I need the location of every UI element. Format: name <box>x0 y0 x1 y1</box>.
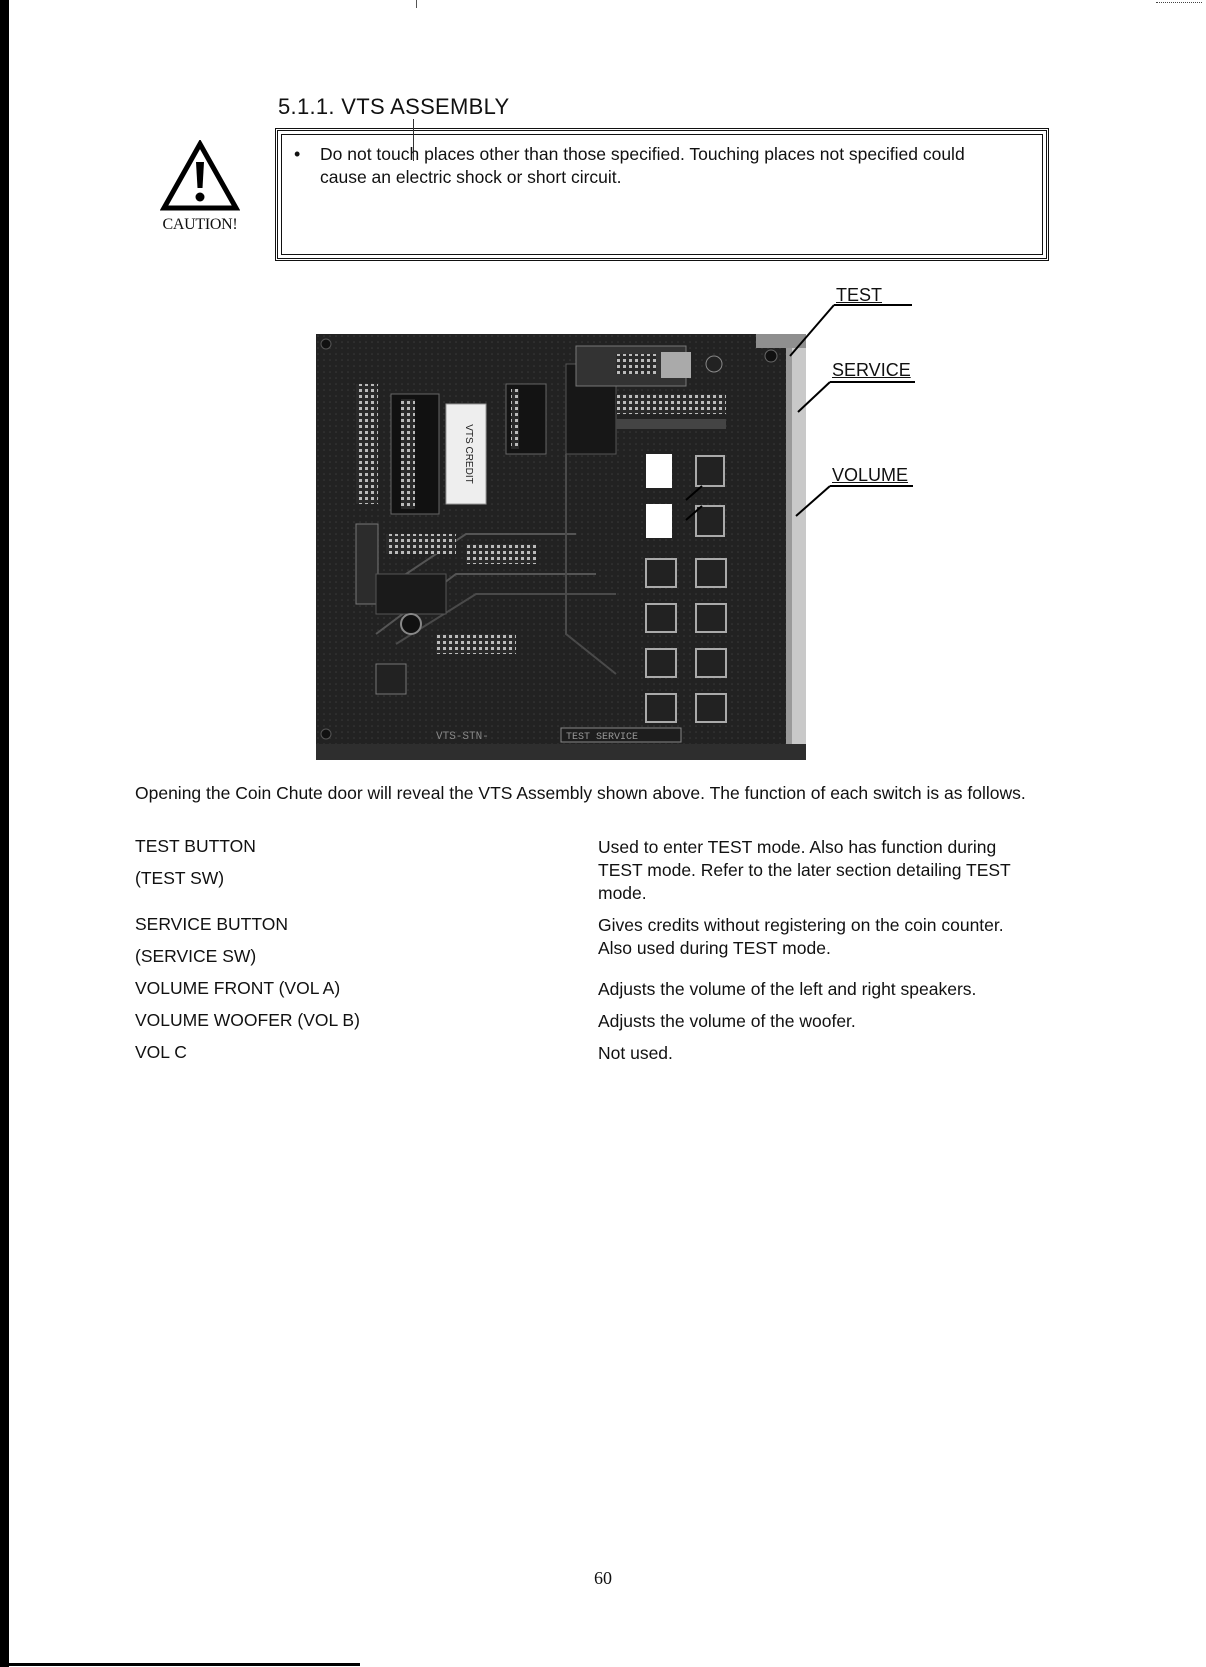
switch-desc-vol-b: Adjusts the volume of the woofer. <box>598 1011 856 1031</box>
callout-volume: VOLUME <box>832 465 909 485</box>
switch-term-vol-c: VOL C <box>135 1042 187 1062</box>
switch-term-service: SERVICE BUTTON <box>135 914 288 934</box>
silkscreen-label-left: VTS-STN- <box>436 731 489 743</box>
section-heading: 5.1.1. VTS ASSEMBLY <box>278 94 510 119</box>
chip-label: VTS CREDIT <box>463 424 474 484</box>
page-number: 60 <box>594 1568 612 1588</box>
switch-sub-test: (TEST SW) <box>135 868 225 888</box>
switch-desc-vol-a: Adjusts the volume of the left and right speakers. <box>598 979 977 999</box>
silkscreen-label-right: TEST SERVICE <box>566 732 639 743</box>
switch-term-vol-a: VOLUME FRONT (VOL A) <box>135 978 341 998</box>
switch-term-vol-b: VOLUME WOOFER (VOL B) <box>135 1010 360 1030</box>
switch-term-test: TEST BUTTON <box>135 836 256 856</box>
switch-desc-service: Gives credits without registering on the coin counter. Also used during TEST mode. <box>598 915 1004 958</box>
caution-text: • Do not touch places other than those specified. Touching places not specified could cause an electric shock or short circuit. <box>294 143 1014 189</box>
switch-desc-test: Used to enter TEST mode. Also has function during TEST mode. Refer to the later section detailing TEST mode. <box>598 837 1011 903</box>
intro-paragraph: Opening the Coin Chute door will reveal the VTS Assembly shown above. The function of each switch is as follows. <box>135 783 1026 803</box>
callout-service: SERVICE <box>832 360 911 380</box>
callout-test: TEST <box>836 285 883 305</box>
switch-desc-vol-c: Not used. <box>598 1043 673 1063</box>
caution-label: CAUTION! <box>162 216 238 233</box>
switch-sub-service: (SERVICE SW) <box>135 946 257 966</box>
